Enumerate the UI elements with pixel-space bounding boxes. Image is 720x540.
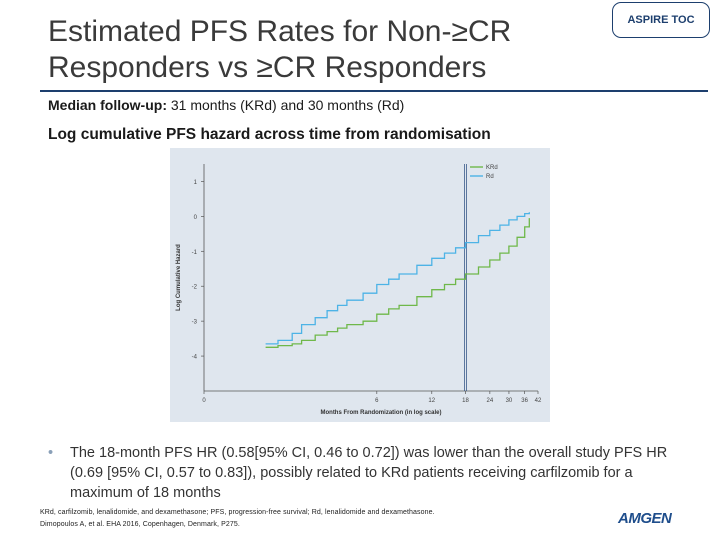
x-tick-label: 24	[486, 398, 494, 404]
x-tick-label: 6	[375, 398, 379, 404]
legend-label-rd: Rd	[486, 174, 494, 181]
title-divider	[40, 90, 708, 92]
x-tick-label: 12	[428, 398, 436, 404]
bullet-text: The 18-month PFS HR (0.58[95% CI, 0.46 to 0.72]) was lower than the overall study PFS HR (0.69 [95% CI, 0.57 to 0.83]), possibly related to KRd patients receiving carfilzomib for a maximum of 18 months	[70, 445, 668, 501]
y-tick-label: 0	[193, 214, 197, 221]
plot-background	[170, 148, 550, 422]
x-tick-label: 42	[534, 398, 542, 404]
key-finding-bullet	[48, 443, 668, 503]
x-axis-label: Months From Randomization (in log scale)	[320, 410, 442, 416]
followup-label: Median follow-up:	[48, 97, 167, 113]
y-axis-label: Log Cumulative Hazard	[176, 244, 182, 311]
legend-label-krd: KRd	[486, 165, 498, 172]
x-tick-label: 30	[505, 398, 513, 404]
x-tick-label: 36	[521, 398, 528, 404]
x-tick-label: 18	[462, 398, 469, 404]
amgen-logo: AMGEN	[618, 510, 672, 527]
log-cumulative-hazard-chart	[170, 148, 550, 422]
y-tick-label: 1	[193, 179, 197, 186]
chart-subtitle: Log cumulative PFS hazard across time from randomisation	[48, 126, 491, 143]
y-tick-label: -3	[191, 319, 197, 326]
footnotes	[40, 507, 435, 531]
median-followup	[48, 97, 404, 113]
followup-text: 31 months (KRd) and 30 months (Rd)	[166, 97, 405, 113]
footnote-reference: Dimopoulos A, et al. EHA 2016, Copenhagen, Denmark, P275.	[40, 521, 240, 528]
y-tick-label: -2	[191, 284, 197, 291]
slide-title: Estimated PFS Rates for Non-≥CR Responders vs ≥CR Responders	[48, 15, 512, 84]
bullet-marker: •	[48, 445, 54, 461]
aspire-toc-button[interactable]: ASPIRE TOC	[612, 2, 710, 38]
y-tick-label: -1	[191, 249, 197, 256]
y-tick-label: -4	[191, 354, 197, 361]
footnote-abbreviations: KRd, carfilzomib, lenalidomide, and dexamethasone; PFS, progression-free survival; Rd, lenalidomide and dexamethasone.	[40, 509, 435, 516]
x-tick-label: 0	[202, 398, 206, 404]
